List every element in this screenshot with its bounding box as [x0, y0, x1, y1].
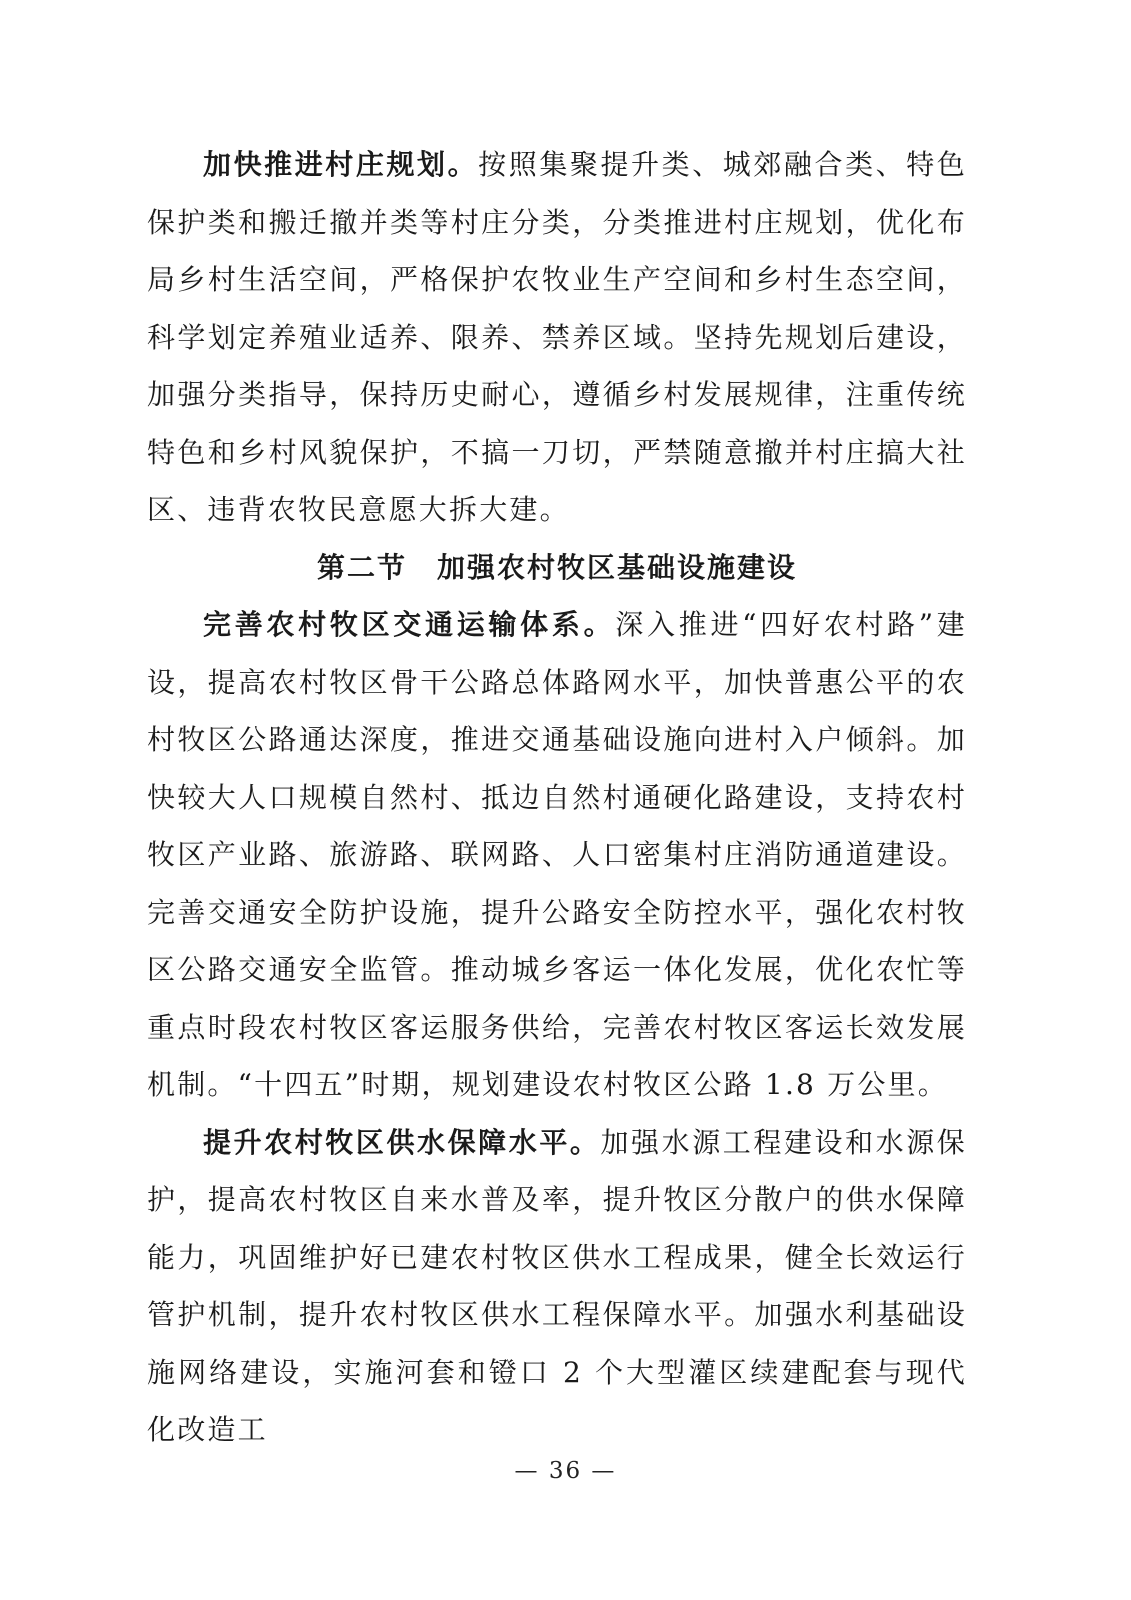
paragraph-lead: 提升农村牧区供水保障水平。 — [203, 1125, 601, 1159]
paragraph-body: 深入推进“四好农村路”建设，提高农村牧区骨干公路总体路网水平，加快普惠公平的农村牧区公路通达深度，推进交通基础设施向进村入户倾斜。加快较大人口规模自然村、抵边自然村通硬化路建设，支持农村牧区产业路、旅游路、联网路、人口密集村庄消防通道建设。完善交通安全防护设施，提升公路安全防控水平，强化农村牧区公路交通安全监管。推动城乡客运一体化发展，优化农忙等重点时段农村牧区客运服务供给，完善农村牧区客运长效发展机制。“十四五”时期，规划建设农村牧区公路 1.8 万公里。 — [147, 608, 967, 1101]
body-text — [147, 136, 967, 1459]
page-number: — 36 — — [514, 1458, 617, 1484]
paragraph-water-supply — [147, 1114, 967, 1459]
paragraph-lead: 加快推进村庄规划。 — [203, 148, 479, 181]
section-title: 加强农村牧区基础设施建设 — [437, 550, 798, 584]
section-number: 第二节 — [316, 550, 407, 584]
paragraph-body: 按照集聚提升类、城郊融合类、特色保护类和搬迁撤并类等村庄分类，分类推进村庄规划，优化布局乡村生活空间，严格保护农牧业生产空间和乡村生态空间，科学划定养殖业适养、限养、禁养区域。坚持先规划后建设，加强分类指导，保持历史耐心，遵循乡村发展规律，注重传统特色和乡村风貌保护，不搞一刀切，严禁随意撤并村庄搞大社区、违背农牧民意愿大拆大建。 — [147, 148, 967, 526]
paragraph-transport — [147, 596, 967, 1114]
section-heading — [147, 539, 967, 597]
paragraph-body: 加强水源工程建设和水源保护，提高农村牧区自来水普及率，提升牧区分散户的供水保障能力，巩固维护好已建农村牧区供水工程成果，健全长效运行管护机制，提升农村牧区供水工程保障水平。加强水利基础设施网络建设，实施河套和镫口 2 个大型灌区续建配套与现代化改造工 — [147, 1125, 967, 1446]
paragraph-lead: 完善农村牧区交通运输体系。 — [203, 608, 616, 641]
paragraph-village-planning — [147, 136, 967, 539]
